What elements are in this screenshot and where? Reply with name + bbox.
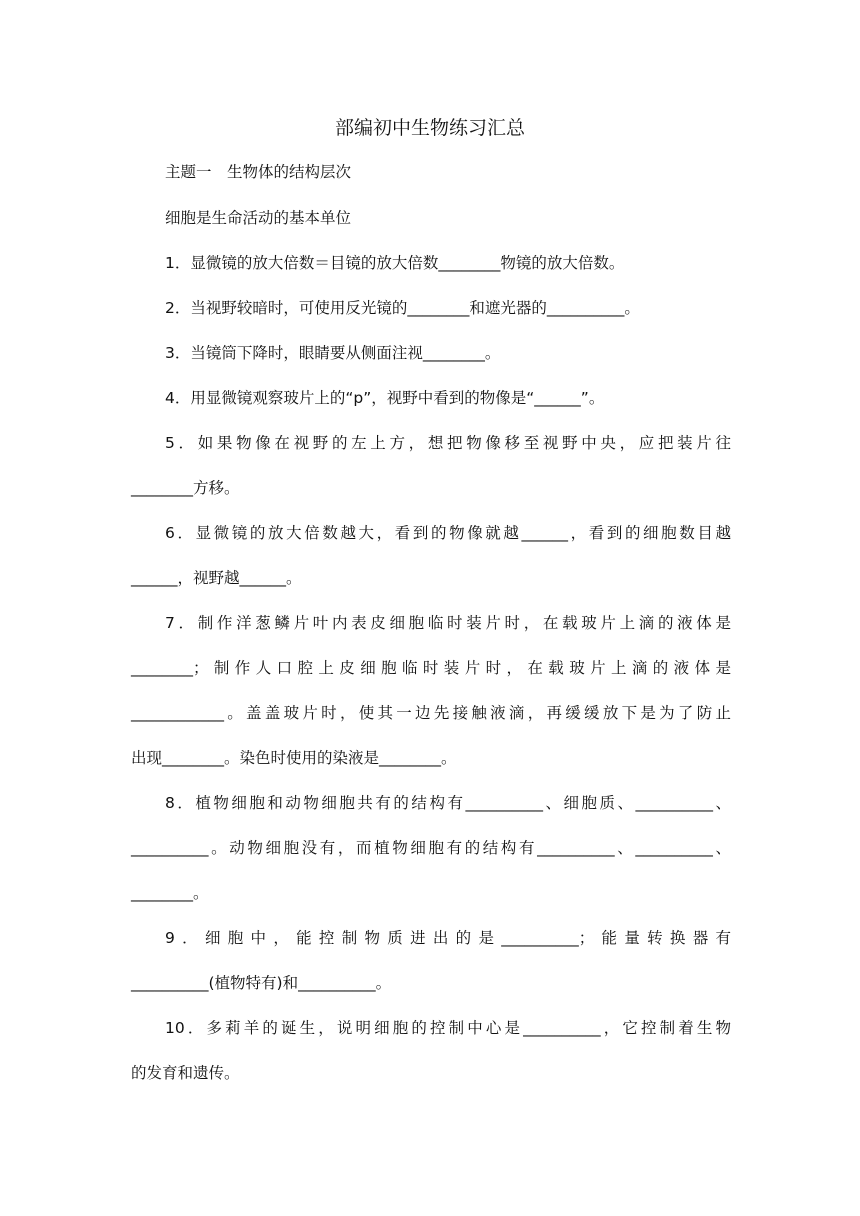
question-10-line-2: 的发育和遗传。 bbox=[131, 1064, 240, 1082]
question-9-line-2: __________(植物特有)和__________。 bbox=[131, 974, 392, 992]
question-1-line-1: 1．显微镜的放大倍数＝目镜的放大倍数________物镜的放大倍数。 bbox=[165, 254, 625, 272]
question-8-line-3: ________。 bbox=[131, 884, 209, 902]
question-10-line-1: 10．多莉羊的诞生，说明细胞的控制中心是__________，它控制着生物 bbox=[165, 1019, 731, 1037]
question-4-line-1: 4．用显微镜观察玻片上的“p”，视野中看到的物像是“______”。 bbox=[165, 389, 605, 407]
document-title: 部编初中生物练习汇总 bbox=[334, 117, 525, 139]
question-7-line-2: ________；制作人口腔上皮细胞临时装片时，在载玻片上滴的液体是 bbox=[131, 659, 731, 677]
question-7-line-4: 出现________。染色时使用的染液是________。 bbox=[131, 749, 457, 767]
question-3-line-1: 3．当镜筒下降时，眼睛要从侧面注视________。 bbox=[165, 344, 501, 362]
question-9-line-1: 9．细胞中，能控制物质进出的是__________；能量转换器有 bbox=[165, 929, 731, 947]
question-6-line-1: 6．显微镜的放大倍数越大，看到的物像就越______，看到的细胞数目越 bbox=[165, 524, 731, 542]
question-7-line-1: 7．制作洋葱鳞片叶内表皮细胞临时装片时，在载玻片上滴的液体是 bbox=[165, 614, 731, 632]
question-7-line-3: ____________。盖盖玻片时，使其一边先接触液滴，再缓缓放下是为了防止 bbox=[131, 704, 731, 722]
question-2-line-1: 2．当视野较暗时，可使用反光镜的________和遮光器的__________。 bbox=[165, 299, 640, 317]
section-heading: 细胞是生命活动的基本单位 bbox=[165, 209, 352, 227]
question-8-line-1: 8．植物细胞和动物细胞共有的结构有__________、细胞质、__________、 bbox=[165, 794, 731, 812]
question-6-line-2: ______，视野越______。 bbox=[131, 569, 302, 587]
question-5-line-1: 5．如果物像在视野的左上方，想把物像移至视野中央，应把装片往 bbox=[165, 434, 731, 452]
question-5-line-2: ________方移。 bbox=[131, 479, 240, 497]
topic-heading: 主题一 生物体的结构层次 bbox=[165, 163, 352, 181]
question-8-line-2: __________。动物细胞没有，而植物细胞有的结构有__________、__________、 bbox=[131, 839, 731, 857]
